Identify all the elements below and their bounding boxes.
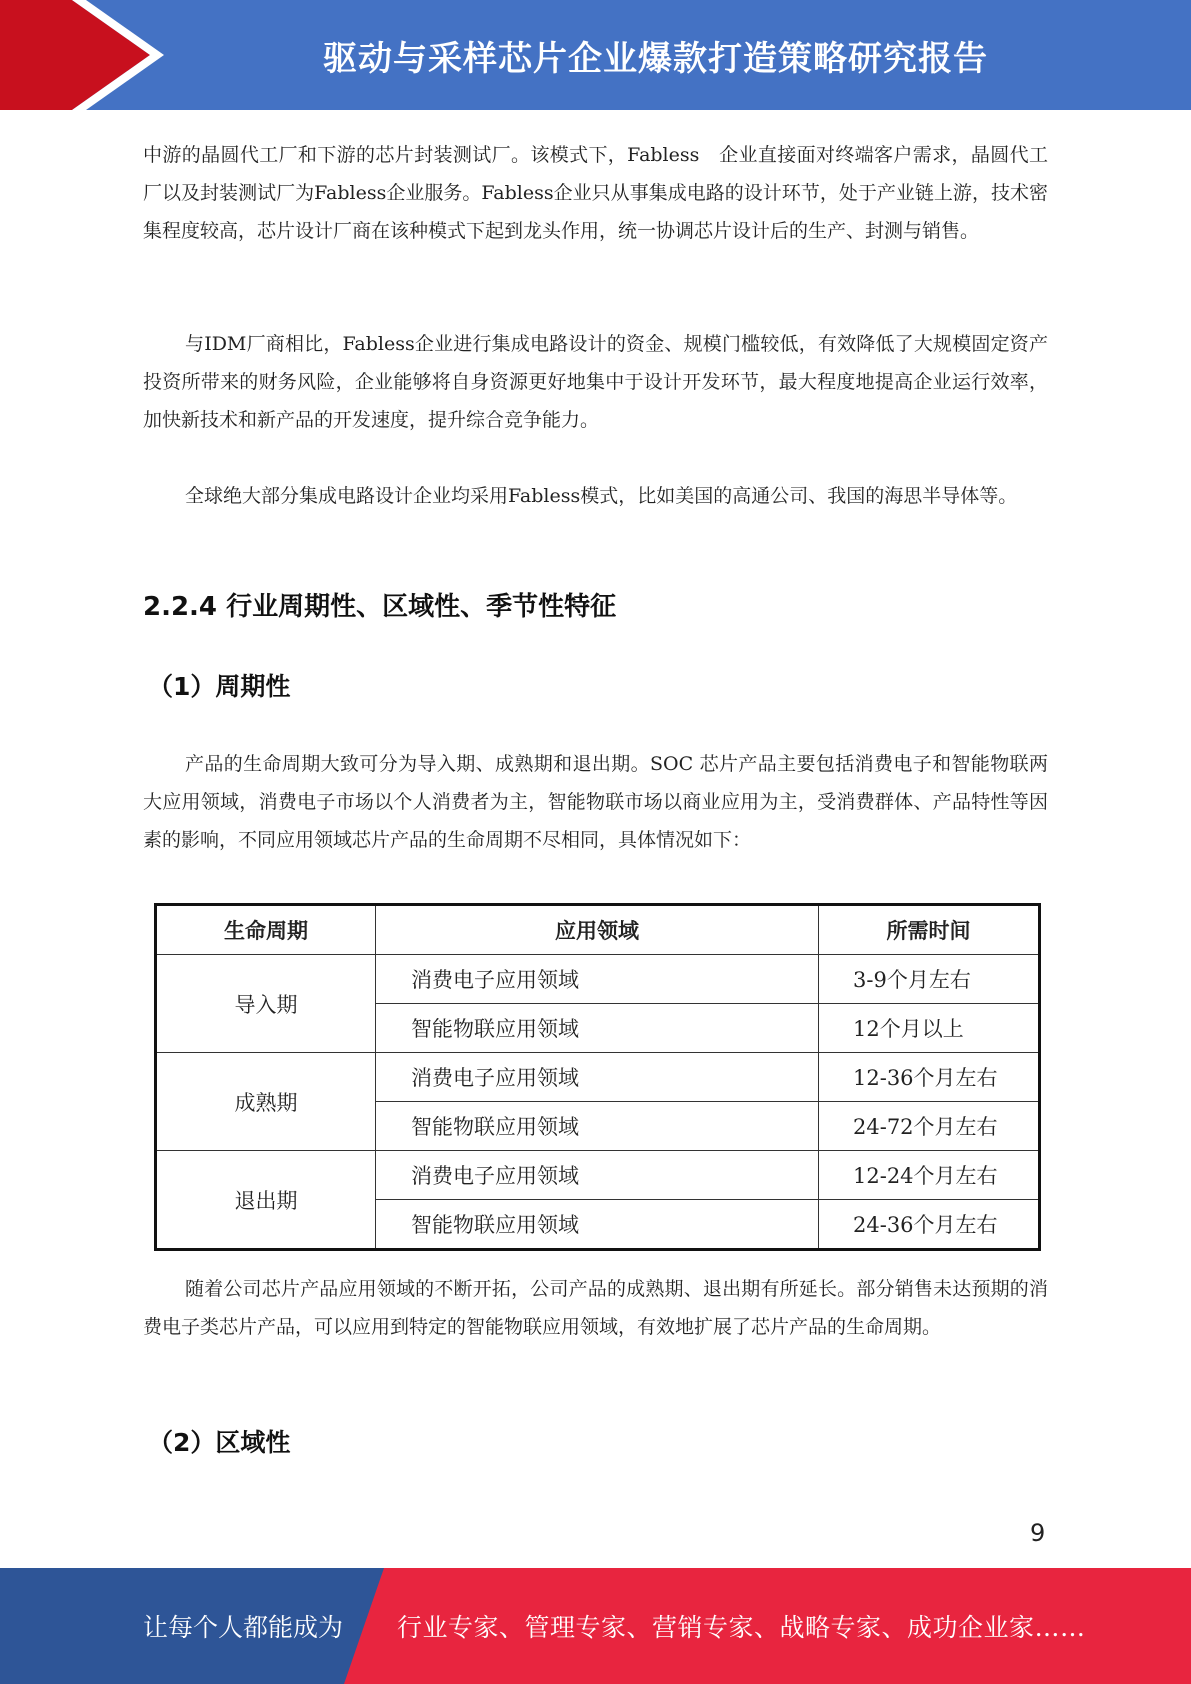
paragraph-lifecycle-extension: 随着公司芯片产品应用领域的不断开拓，公司产品的成熟期、退出期有所延长。部分销售未达预期的消费电子类芯片产品，可以应用到特定的智能物联应用领域，有效地扩展了芯片产品的生命周期。	[143, 1278, 1048, 1338]
time-cell: 12-36个月左右	[819, 1053, 1040, 1102]
time-cell: 24-72个月左右	[819, 1102, 1040, 1151]
paragraph-fabless-model: 中游的晶圆代工厂和下游的芯片封装测试厂。该模式下，Fabless 企业直接面对终端客户需求，晶圆代工厂以及封装测试厂为Fabless企业服务。Fabless企业只从事集成电路的设计环节，处于产业链上游，技术密集程度较高，芯片设计厂商在该种模式下起到龙头作用，统一协调芯片设计后的生产、封测与销售。	[143, 144, 1048, 242]
field-cell: 智能物联应用领域	[376, 1200, 819, 1250]
report-title: 驱动与采样芯片企业爆款打造策略研究报告	[323, 38, 988, 79]
table-row	[156, 1151, 1040, 1200]
time-cell: 12-24个月左右	[819, 1151, 1040, 1200]
subheading-cyclicality: （1）周期性	[148, 672, 291, 701]
field-cell: 智能物联应用领域	[376, 1102, 819, 1151]
footer-band	[0, 1568, 1191, 1684]
column-header: 生命周期	[156, 905, 376, 955]
table-header-row	[156, 905, 1040, 955]
subheading-regionality: （2）区域性	[148, 1428, 291, 1457]
column-header: 所需时间	[819, 905, 1040, 955]
paragraph-lifecycle: 产品的生命周期大致可分为导入期、成熟期和退出期。SOC 芯片产品主要包括消费电子和智能物联两大应用领域，消费电子市场以个人消费者为主，智能物联市场以商业应用为主，受消费群体、产品特性等因素的影响，不同应用领域芯片产品的生命周期不尽相同，具体情况如下：	[143, 753, 1048, 851]
time-cell: 24-36个月左右	[819, 1200, 1040, 1250]
section-heading: 2.2.4 行业周期性、区域性、季节性特征	[143, 592, 617, 622]
field-cell: 智能物联应用领域	[376, 1004, 819, 1053]
footer-slogan-left: 让每个人都能成为	[143, 1613, 344, 1642]
stage-cell: 退出期	[156, 1151, 376, 1250]
report-header-band	[0, 0, 1191, 110]
stage-cell: 成熟期	[156, 1053, 376, 1151]
paragraph-idm-comparison: 与IDM厂商相比，Fabless企业进行集成电路设计的资金、规模门槛较低，有效降低了大规模固定资产投资所带来的财务风险，企业能够将自身资源更好地集中于设计开发环节，最大程度地提高企业运行效率，加快新技术和新产品的开发速度，提升综合竞争能力。	[143, 333, 1048, 431]
time-cell: 12个月以上	[819, 1004, 1040, 1053]
stage-cell: 导入期	[156, 955, 376, 1053]
table-row	[156, 1053, 1040, 1102]
column-header: 应用领域	[376, 905, 819, 955]
field-cell: 消费电子应用领域	[376, 1151, 819, 1200]
table-row	[156, 955, 1040, 1004]
page-number: 9	[1030, 1519, 1046, 1547]
lifecycle-table	[154, 903, 1041, 1251]
time-cell: 3-9个月左右	[819, 955, 1040, 1004]
field-cell: 消费电子应用领域	[376, 1053, 819, 1102]
footer-slogan-right: 行业专家、管理专家、营销专家、战略专家、成功企业家……	[397, 1613, 1086, 1642]
field-cell: 消费电子应用领域	[376, 955, 819, 1004]
paragraph-global-adoption: 全球绝大部分集成电路设计企业均采用Fabless模式，比如美国的高通公司、我国的海思半导体等。	[185, 485, 1018, 507]
